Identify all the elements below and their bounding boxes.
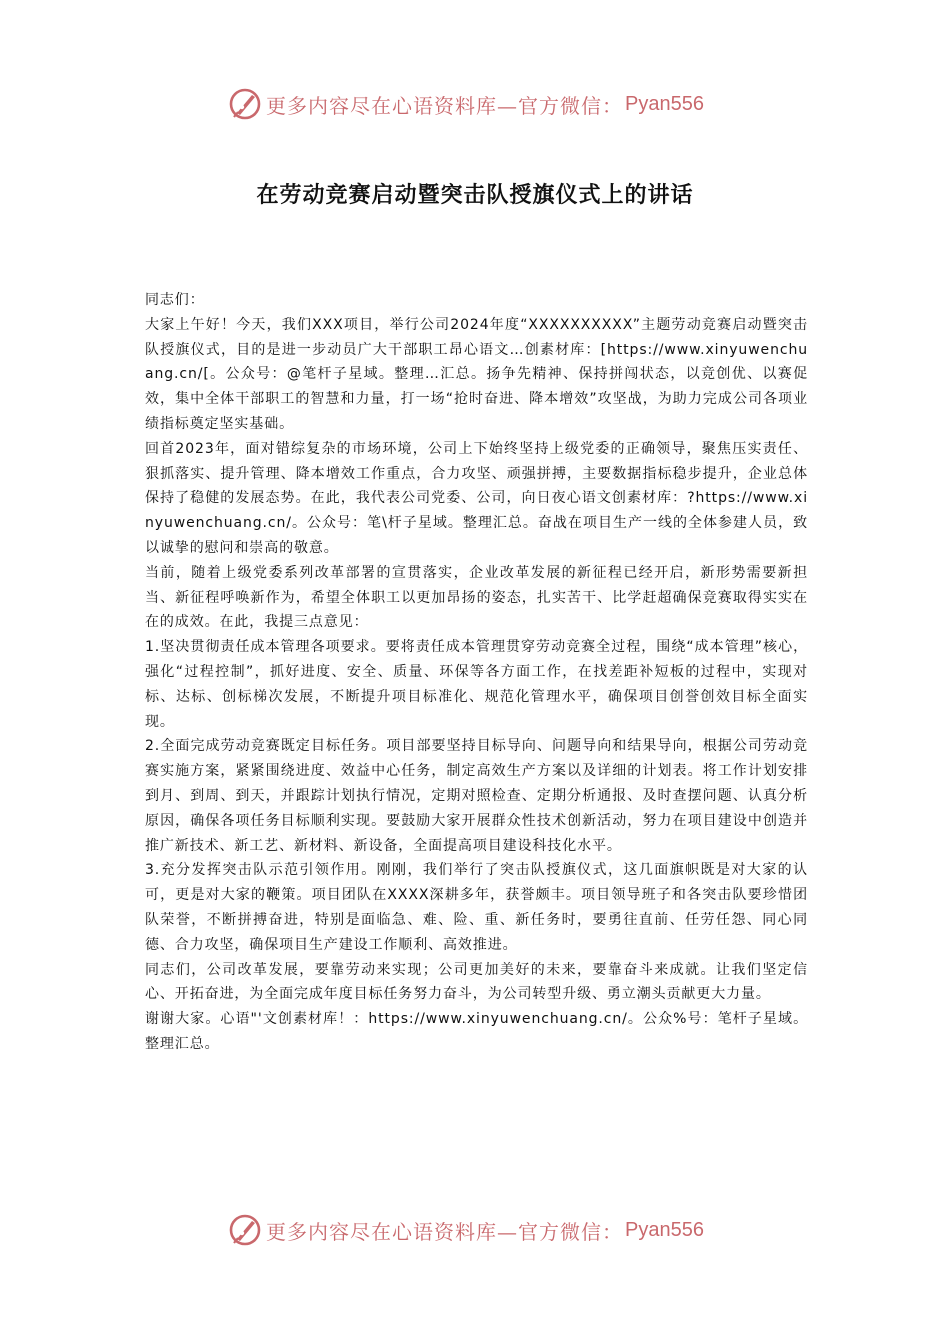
paragraph-point-3: 3.充分发挥突击队示范引领作用。刚刚，我们举行了突击队授旗仪式，这几面旗帜既是对大家的认可，更是对大家的鞭策。项目团队在XXXX深耕多年，获誉颇丰。项目领导班子和各突击队要珍惜团队荣誉，不断拼搏奋进，特别是面临急、难、险、重、新任务时，要勇往直前、任劳任怨、同心同德、合力攻坚，确保项目生产建设工作顺利、高效推进。 — [145, 862, 808, 953]
banner-handle: Pyan556 — [625, 92, 704, 115]
document-body — [145, 288, 808, 1057]
banner-text: 更多内容尽在心语资料库—官方微信： — [266, 93, 623, 118]
quill-pen-icon — [228, 1213, 262, 1247]
banner-text: 更多内容尽在心语资料库—官方微信： — [266, 1219, 623, 1244]
banner-handle: Pyan556 — [625, 1218, 704, 1241]
document-title: 在劳动竞赛启动暨突击队授旗仪式上的讲话 — [256, 183, 694, 208]
paragraph-point-2: 2.全面完成劳动竞赛既定目标任务。项目部要坚持目标导向、问题导向和结果导向，根据公司劳动竞赛实施方案，紧紧围绕进度、效益中心任务，制定高效生产方案以及详细的计划表。将工作计划安排到月、到周、到天，并跟踪计划执行情况，定期对照检查、定期分析通报、及时查摆问题、认真分析原因，确保各项任务目标顺利实现。要鼓励大家开展群众性技术创新活动，努力在项目建设中创造并推广新技术、新工艺、新材料、新设备，全面提高项目建设科技化水平。 — [145, 738, 808, 854]
paragraph-closing: 同志们，公司改革发展，要靠劳动来实现；公司更加美好的未来，要靠奋斗来成就。让我们坚定信心、开拓奋进，为全面完成年度目标任务努力奋斗，为公司转型升级、勇立潮头贡献更大力量。 — [145, 961, 808, 1003]
paragraph-point-1: 1.坚决贯彻责任成本管理各项要求。要将责任成本管理贯穿劳动竞赛全过程，围绕“成本管理”核心，强化“过程控制”，抓好进度、安全、质量、环保等各方面工作，在找差距补短板的过程中，实现对标、达标、创标梯次发展，不断提升项目标准化、规范化管理水平，确保项目创誉创效目标全面实现。 — [145, 639, 808, 730]
paragraph-thanks: 谢谢大家。心语"'文创素材库！：https://www.xinyuwenchuang.cn/。公众%号：笔杆子星域。整理汇总。 — [145, 1011, 808, 1052]
quill-pen-icon — [228, 87, 262, 121]
paragraph-current-situation: 当前，随着上级党委系列改革部署的宣贯落实，企业改革发展的新征程已经开启，新形势需要新担当、新征程呼唤新作为，希望全体职工以更加昂扬的姿态，扎实苦干、比学赶超确保竞赛取得实实在在的成效。在此，我提三点意见： — [145, 564, 808, 631]
header-banner — [228, 84, 704, 124]
salutation: 同志们： — [145, 292, 205, 308]
paragraph-review-2023: 回首2023年，面对错综复杂的市场环境，公司上下始终坚持上级党委的正确领导，聚焦压实责任、狠抓落实、提升管理、降本增效工作重点，合力攻坚、顽强拼搏，主要数据指标稳步提升，企业总体保持了稳健的发展态势。在此，我代表公司党委、公司，向日夜心语文创素材库：?https://www.xinyuwenchuang.cn/。公众号：笔\杆子星域。整理汇总。奋战在项目生产一线的全体参建人员，致以诚挚的慰问和崇高的敬意。 — [145, 440, 808, 556]
footer-banner — [228, 1210, 704, 1250]
paragraph-opening: 大家上午好！今天，我们XXX项目，举行公司2024年度“XXXXXXXXXX”主题劳动竞赛启动暨突击队授旗仪式，目的是进一步动员广大干部职工昂心语文…创素材库：[https://www.xinyuwenchuang.cn/[。公众号：@笔杆子星域。整理…汇总。扬争先精神、保持拼闯状态，以竞创优、以赛促效，集中全体干部职工的智慧和力量，打一场“抢时奋进、降本增效”攻坚战，为助力完成公司各项业绩指标奠定坚实基础。 — [145, 316, 808, 432]
